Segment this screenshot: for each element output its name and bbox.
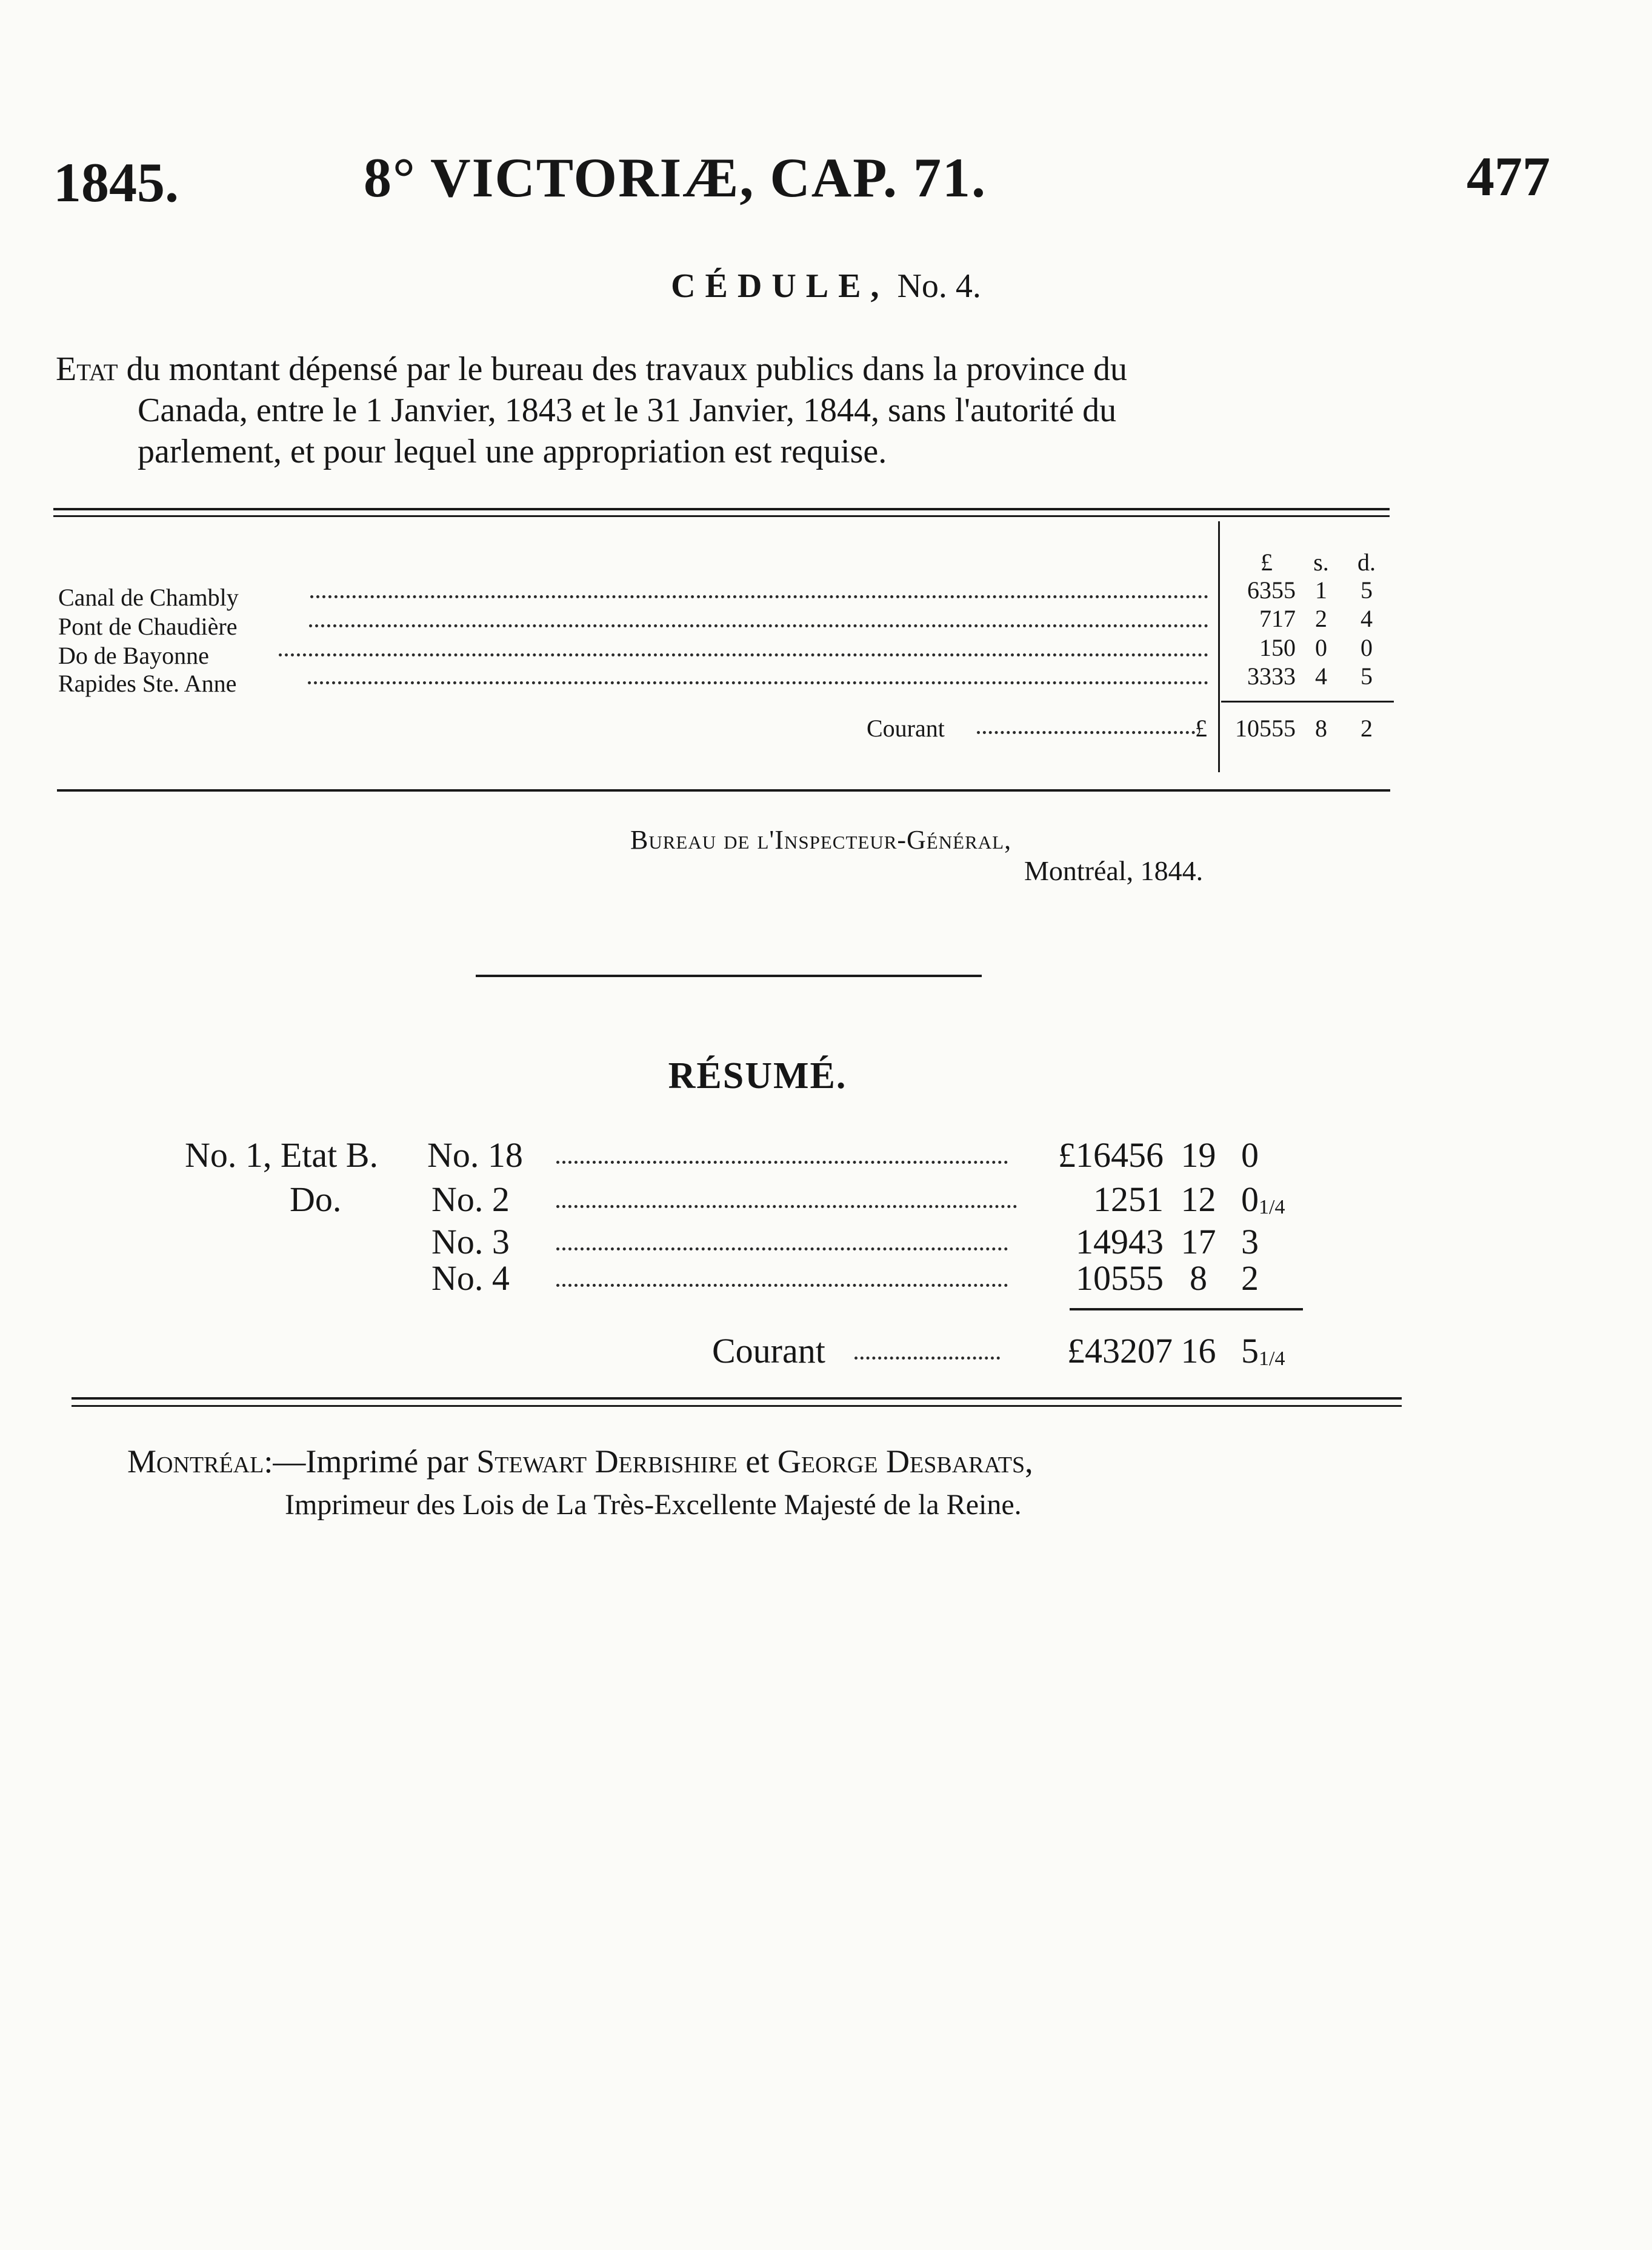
table-sum-rule	[1221, 701, 1394, 703]
signature-office: Bureau de l'Inspecteur-Général,	[630, 825, 1012, 855]
resume-cell-pence	[1241, 1135, 1277, 1175]
resume-row-prefix: Do.	[290, 1180, 342, 1219]
col-header-shillings: s.	[1313, 549, 1329, 576]
leader-dots	[556, 1284, 1008, 1287]
leader-dots	[310, 595, 1208, 598]
resume-cell-pence	[1241, 1221, 1277, 1262]
intro-line-3: parlement, et pour lequel une appropriation est requise.	[138, 433, 887, 470]
resume-pence-value: 5	[1241, 1331, 1259, 1370]
intro-line-2: Canada, entre le 1 Janvier, 1843 et le 31 Janvier, 1844, sans l'autorité du	[138, 392, 1117, 429]
resume-pence-value: 2	[1241, 1258, 1259, 1298]
leader-dots	[556, 1205, 1017, 1208]
imprint-conj: et	[745, 1443, 770, 1480]
table-cell-pounds: 3333	[1247, 663, 1296, 690]
footer-rule-2	[72, 1405, 1402, 1407]
signature-place-date: Montréal, 1844.	[1024, 855, 1204, 886]
resume-total-shillings: 16	[1181, 1331, 1216, 1370]
resume-sum-rule	[1070, 1308, 1303, 1310]
resume-total-label: Courant	[712, 1331, 825, 1370]
resume-cell-pence	[1241, 1258, 1277, 1298]
leader-dots	[556, 1161, 1008, 1164]
header-title: 8° VICTORIÆ, CAP. 71.	[364, 147, 987, 209]
section-divider	[476, 975, 982, 977]
table-top-rule-2	[53, 515, 1390, 517]
imprint-printer-b: George Desbarats,	[777, 1443, 1033, 1480]
intro-lead-word: Etat	[56, 350, 118, 388]
resume-row-item: No. 3	[431, 1222, 510, 1261]
resume-cell-shillings: 8	[1190, 1258, 1207, 1298]
leader-dots	[279, 653, 1208, 656]
table-cell-shillings: 0	[1315, 634, 1327, 661]
intro-paragraph	[56, 349, 1389, 472]
table-vertical-rule	[1218, 521, 1220, 772]
header-year: 1845.	[53, 152, 179, 213]
imprint-line-2: Imprimeur des Lois de La Très-Excellente Majesté de la Reine.	[285, 1489, 1022, 1521]
resume-pence-value: 0	[1241, 1135, 1259, 1175]
footer-rule	[72, 1397, 1402, 1400]
table-cell-pence: 5	[1361, 663, 1373, 690]
resume-row-item: No. 18	[427, 1135, 523, 1175]
imprint-city: Montréal	[127, 1443, 264, 1480]
resume-pence-fraction: 1/4	[1259, 1347, 1285, 1370]
table-cell-pence: 4	[1361, 605, 1373, 632]
cedule-number: No. 4.	[897, 267, 981, 305]
resume-cell-shillings: 19	[1181, 1135, 1216, 1175]
col-header-pounds: £	[1261, 549, 1273, 576]
imprint-line-1	[127, 1443, 1033, 1480]
resume-cell-pounds: 1251	[1093, 1180, 1164, 1219]
resume-title: RÉSUMÉ.	[668, 1055, 847, 1097]
table-total-shillings: 8	[1315, 715, 1327, 742]
resume-total-pence	[1241, 1330, 1308, 1371]
resume-cell-pence	[1241, 1179, 1308, 1220]
page-number: 477	[1467, 145, 1550, 207]
leader-dots	[977, 731, 1195, 734]
resume-row-prefix: No. 1, Etat B.	[185, 1135, 378, 1175]
table-cell-pence: 5	[1361, 576, 1373, 604]
resume-cell-pounds: 14943	[1076, 1222, 1164, 1261]
table-cell-pounds: 150	[1259, 634, 1296, 661]
col-header-pence: d.	[1357, 549, 1376, 576]
intro-line-1	[56, 349, 1389, 390]
table-cell-shillings: 2	[1315, 605, 1327, 632]
resume-row-item: No. 4	[431, 1258, 510, 1298]
resume-pence-value: 0	[1241, 1180, 1259, 1219]
resume-pence-value: 3	[1241, 1222, 1259, 1261]
table-top-rule	[53, 508, 1390, 510]
table-total-label: Courant	[867, 715, 945, 742]
table-cell-pence: 0	[1361, 634, 1373, 661]
leader-dots	[308, 681, 1208, 684]
resume-cell-shillings: 12	[1181, 1180, 1216, 1219]
table-row-label: Do de Bayonne	[58, 642, 209, 669]
resume-cell-pounds: £16456	[1058, 1135, 1164, 1175]
table-cell-shillings: 4	[1315, 663, 1327, 690]
leader-dots	[556, 1247, 1008, 1250]
resume-pence-fraction: 1/4	[1259, 1196, 1285, 1218]
resume-cell-pounds: 10555	[1076, 1258, 1164, 1298]
resume-cell-shillings: 17	[1181, 1222, 1216, 1261]
table-cell-pounds: 6355	[1247, 576, 1296, 604]
table-row-label: Canal de Chambly	[58, 584, 239, 611]
intro-line-1-text: du montant dépensé par le bureau des travaux publics dans la province du	[126, 350, 1128, 388]
resume-total-pounds: £43207	[1067, 1331, 1173, 1370]
table-cell-shillings: 1	[1315, 576, 1327, 604]
resume-row-item: No. 2	[431, 1180, 510, 1219]
imprint-printer-a: Stewart Derbishire	[476, 1443, 738, 1480]
leader-dots	[854, 1357, 1000, 1360]
imprint-text: :—Imprimé par	[264, 1443, 468, 1480]
table-row-label: Rapides Ste. Anne	[58, 670, 237, 697]
table-cell-pounds: 717	[1259, 605, 1296, 632]
table-total-pounds: 10555	[1235, 715, 1296, 742]
leader-dots	[309, 624, 1208, 627]
table-total-currency: £	[1195, 715, 1207, 742]
table-row-label: Pont de Chaudière	[58, 613, 238, 640]
cedule-heading	[0, 267, 1652, 305]
table-total-pence: 2	[1361, 715, 1373, 742]
table-bottom-rule	[57, 789, 1390, 792]
cedule-title: CÉDULE,	[671, 267, 889, 305]
